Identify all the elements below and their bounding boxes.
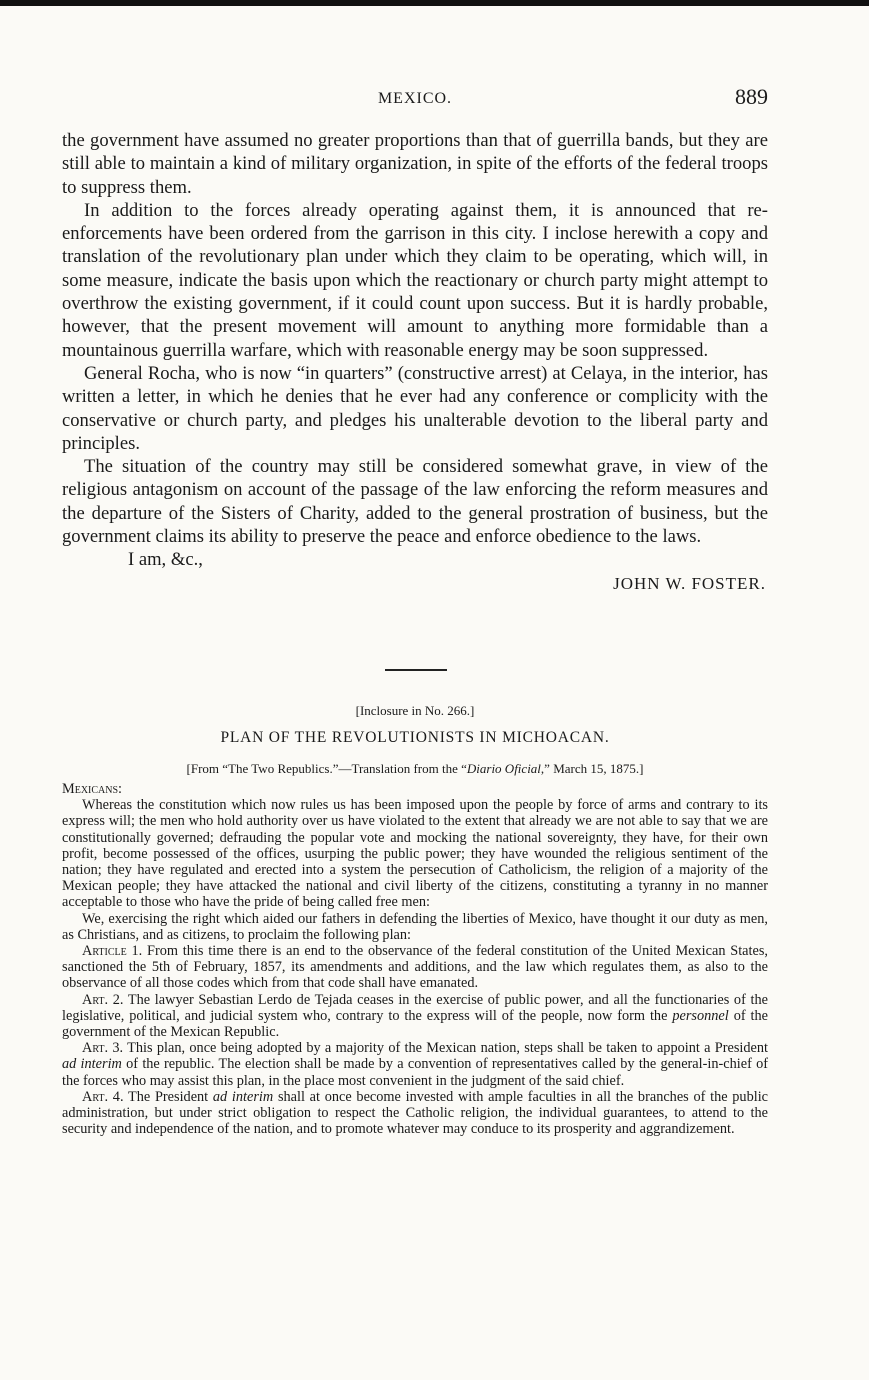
letter-paragraph: In addition to the forces already operating against them, it is announced that re-enforcements have been ordered from the garrison in this city. I inclose herewith a copy and translation of the revolutionary plan under which they claim to be operating, which will, in some measure, indicate the basis upon which the reactionary or church party might attempt to overthrow the existing government, if it could count upon success. But it is hardly probable, however, that the present movement will amount to anything more formidable than a mountainous guerrilla warfare, which with reasonable energy may be soon suppressed.	[62, 199, 768, 361]
salutation: Mexicans:	[62, 781, 123, 797]
letter-paragraph: General Rocha, who is now “in quarters” (constructive arrest) at Celaya, in the interior, has written a letter, in which he denies that he ever had any conference or complicity with the conservative or church party, and pledges his unalterable devotion to the liberal party and principles.	[62, 362, 768, 454]
article-2	[62, 992, 768, 1041]
page-header	[62, 84, 768, 114]
running-head: MEXICO.	[377, 90, 453, 107]
article-text: This plan, once being adopted by a majority of the Mexican nation, steps shall be taken to appoint a President	[127, 1040, 769, 1057]
article-text: shall at once become invested with ample faculties in all the branches of the public administration, but under strict obligation to respect the Catholic religion, the individual guarantees, to attend to the security and independence of the nation, and to promote whatever may conduce to its prosperity and aggrandizement.	[62, 1088, 769, 1138]
letter-signature: JOHN W. FOSTER.	[613, 573, 766, 593]
article-text: From this time there is an end to the observance of the federal constitution of the United Mexican States, sanctioned the 5th of February, 1857, its amendments and additions, and the law which regulates them, as also to the observance of all those codes which from that code shall have emanated.	[62, 943, 768, 992]
article-1	[62, 943, 768, 992]
article-text: The lawyer Sebastian Lerdo de Tejada ceases in the exercise of public power, and all the functionaries of the legislative, political, and judicial system who, contrary to the express will of the people, now form the	[62, 991, 768, 1024]
article-text: The President	[128, 1088, 209, 1105]
article-label: Art. 3.	[82, 1040, 124, 1057]
letter-paragraph: the government have assumed no greater proportions than that of guerrilla bands, but they are still able to maintain a kind of military organization, in spite of the efforts of the federal troops to suppress them.	[62, 130, 768, 198]
inclosure-note: [Inclosure in No. 266.]	[355, 703, 475, 718]
source-italic: Diario Oficial	[466, 761, 541, 776]
article-4	[62, 1089, 768, 1138]
plan-title: PLAN OF THE REVOLUTIONISTS IN MICHOACAN.	[220, 729, 610, 746]
article-italic: personnel	[672, 1007, 729, 1024]
letter-paragraph: The situation of the country may still be considered somewhat grave, in view of the religious antagonism on account of the passage of the law enforcing the reform measures and the departure of the Sisters of Charity, added to the general prostration of business, but the government claims its ability to preserve the peace and enforce obedience to the laws.	[62, 456, 768, 548]
plan-body	[62, 781, 768, 1137]
section-divider	[385, 669, 447, 671]
whereas-paragraph: Whereas the constitution which now rules us has been imposed upon the people by force of arms and contrary to its express will; the men who hold authority over us have violated to the extent that already we are not able to say that we are constitutionally governed; defrauding the popular vote and mocking the national sovereignty, they have, for their own profit, become possessed of the offices, usurping the public power; they have wounded the religious sentiment of the nation; they have regulated and erected into a system the persecution of Catholicism, the religion of a majority of the Mexican people; they have attacked the national and civil liberty of the citizens, constituting a tyranny in no manner acceptable to those who have the pride of being called free men:	[62, 797, 768, 911]
source-note	[62, 761, 768, 777]
article-text: of the government of the Mexican Republic.	[62, 1007, 768, 1041]
article-label: Article 1.	[82, 943, 143, 960]
article-italic: ad interim	[62, 1056, 122, 1073]
article-label: Art. 4.	[82, 1088, 124, 1105]
source-text: ,” March 15, 1875.]	[540, 761, 644, 776]
page-top-edge	[0, 0, 869, 6]
letter-closing: I am, &c.,	[128, 549, 203, 571]
page-number: 889	[735, 84, 768, 109]
article-text: of the republic. The election shall be made by a convention of representatives called by the general-in-chief of the forces who may assist this plan, in the place most convenient in the judgment of the said chief.	[62, 1056, 769, 1089]
letter-body	[62, 129, 768, 595]
article-3	[62, 1040, 768, 1089]
article-italic: ad interim	[212, 1088, 274, 1105]
article-label: Art. 2.	[82, 991, 124, 1008]
source-text: [From “The Two Republics.”—Translation from the “	[186, 761, 467, 776]
we-paragraph: We, exercising the right which aided our fathers in defending the liberties of Mexico, have thought it our duty as men, as Christians, and as citizens, to proclaim the following plan:	[62, 910, 768, 943]
